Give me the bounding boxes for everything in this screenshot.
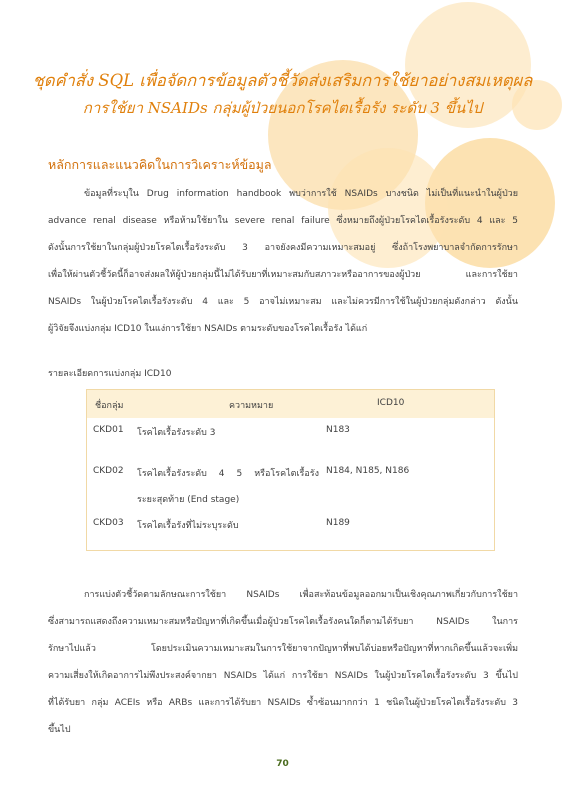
cell-meaning: โรคไตเรื้อรังระดับ 3	[137, 428, 216, 438]
page-subtitle: การใช้ยา NSAIDs กลุ่มผู้ป่วยนอกโรคไตเรื้อรัง ระดับ 3 ขึ้นไป	[82, 99, 483, 117]
cell-icd10: N189	[326, 518, 350, 528]
paragraph-line: การแบ่งตัวชี้วัดตามลักษณะการใช้ยา NSAIDs เพื่อสะท้อนข้อมูลออกมาเป็นเชิงคุณภาพเกี่ยวกับการใช้ยา	[84, 590, 518, 600]
column-header-meaning: ความหมาย	[229, 401, 274, 411]
section-heading: หลักการและแนวคิดในการวิเคราะห์ข้อมูล	[48, 157, 272, 172]
cell-group: CKD02	[93, 466, 124, 476]
cell-meaning: โรคไตเรื้อรังที่ไม่ระบุระดับ	[137, 521, 239, 531]
page-number: 70	[276, 759, 289, 769]
table-caption: รายละเอียดการแบ่งกลุ่ม ICD10	[48, 369, 172, 379]
cell-group: CKD01	[93, 425, 124, 435]
paragraph-line: ผู้วิจัยจึงแบ่งกลุ่ม ICD10 ในแง่การใช้ยา NSAIDs ตามระดับของโรคไตเรื้อรัง ได้แก่	[48, 324, 368, 334]
paragraph-line: ข้อมูลที่ระบุใน Drug information handbook พบว่าการใช้ NSAIDs บางชนิด ไม่เป็นที่แนะนำในผู้ป่วย	[84, 189, 518, 199]
cell-meaning: ระยะสุดท้าย (End stage)	[137, 495, 240, 505]
paragraph-line: ที่ได้รับยา กลุ่ม ACEIs หรือ ARBs และการได้รับยา NSAIDs ซ้ำซ้อนมากกว่า 1 ชนิดในผู้ป่วยโรคไตเรื้อรังระดับ 3	[48, 698, 518, 708]
cell-icd10: N184, N185, N186	[326, 466, 410, 476]
paragraph-line: ความเสี่ยงให้เกิดอาการไม่พึงประสงค์จากยา NSAIDs ได้แก่ การใช้ยา NSAIDs ในผู้ป่วยโรคไตเรื้อรังระดับ 3 ขึ้นไป	[48, 671, 518, 681]
column-header-group: ชื่อกลุ่ม	[95, 401, 124, 411]
paragraph-line: ซึ่งสามารถแสดงถึงความเหมาะสมหรือปัญหาที่เกิดขึ้นเมื่อผู้ป่วยโรคไตเรื้อรังคนใดก็ตามได้รับยา NSAIDs ในการ	[48, 617, 518, 627]
cell-meaning: โรคไตเรื้อรังระดับ 4 5 หรือโรคไตเรื้อรัง	[137, 469, 319, 479]
table-header-row	[87, 390, 494, 418]
paragraph-line: ดังนั้นการใช้ยาในกลุ่มผู้ป่วยโรคไตเรื้อรังระดับ 3 อาจยังคงมีความเหมาะสมอยู่ ซึ่งถ้าโรงพยาบาลจำกัดการรักษา	[48, 243, 518, 253]
paragraph-line: ขึ้นไป	[48, 725, 71, 735]
paragraph-line: รักษาไปแล้ว โดยประเมินความเหมาะสมในการใช้ยาจากปัญหาที่พบได้บ่อยหรือปัญหาที่หากเกิดขึ้นแล้วจะเพิ่ม	[48, 644, 518, 654]
page-title: ชุดคำสั่ง SQL เพื่อจัดการข้อมูลตัวชี้วัดส่งเสริมการใช้ยาอย่างสมเหตุผล	[32, 71, 533, 90]
cell-icd10: N183	[326, 425, 350, 435]
icd10-group-table	[86, 389, 495, 551]
paragraph-line: เพื่อให้ผ่านตัวชี้วัดนี้ก็อาจส่งผลให้ผู้ป่วยกลุ่มนี้ไม่ได้รับยาที่เหมาะสมกับสภาวะหรืออาการของผู้ป่วย และการใช้ยา	[48, 270, 518, 280]
cell-group: CKD03	[93, 518, 124, 528]
column-header-icd10: ICD10	[377, 398, 405, 408]
paragraph-line: NSAIDs ในผู้ป่วยโรคไตเรื้อรังระดับ 4 และ 5 อาจไม่เหมาะสม และไม่ควรมีการใช้ในผู้ป่วยกลุ่มดังกล่าว ดังนั้น	[48, 297, 518, 307]
paragraph-line: advance renal disease หรือห้ามใช้ยาใน severe renal failure ซึ่งหมายถึงผู้ป่วยโรคไตเรื้อรังระดับ 4 และ 5	[48, 216, 518, 226]
